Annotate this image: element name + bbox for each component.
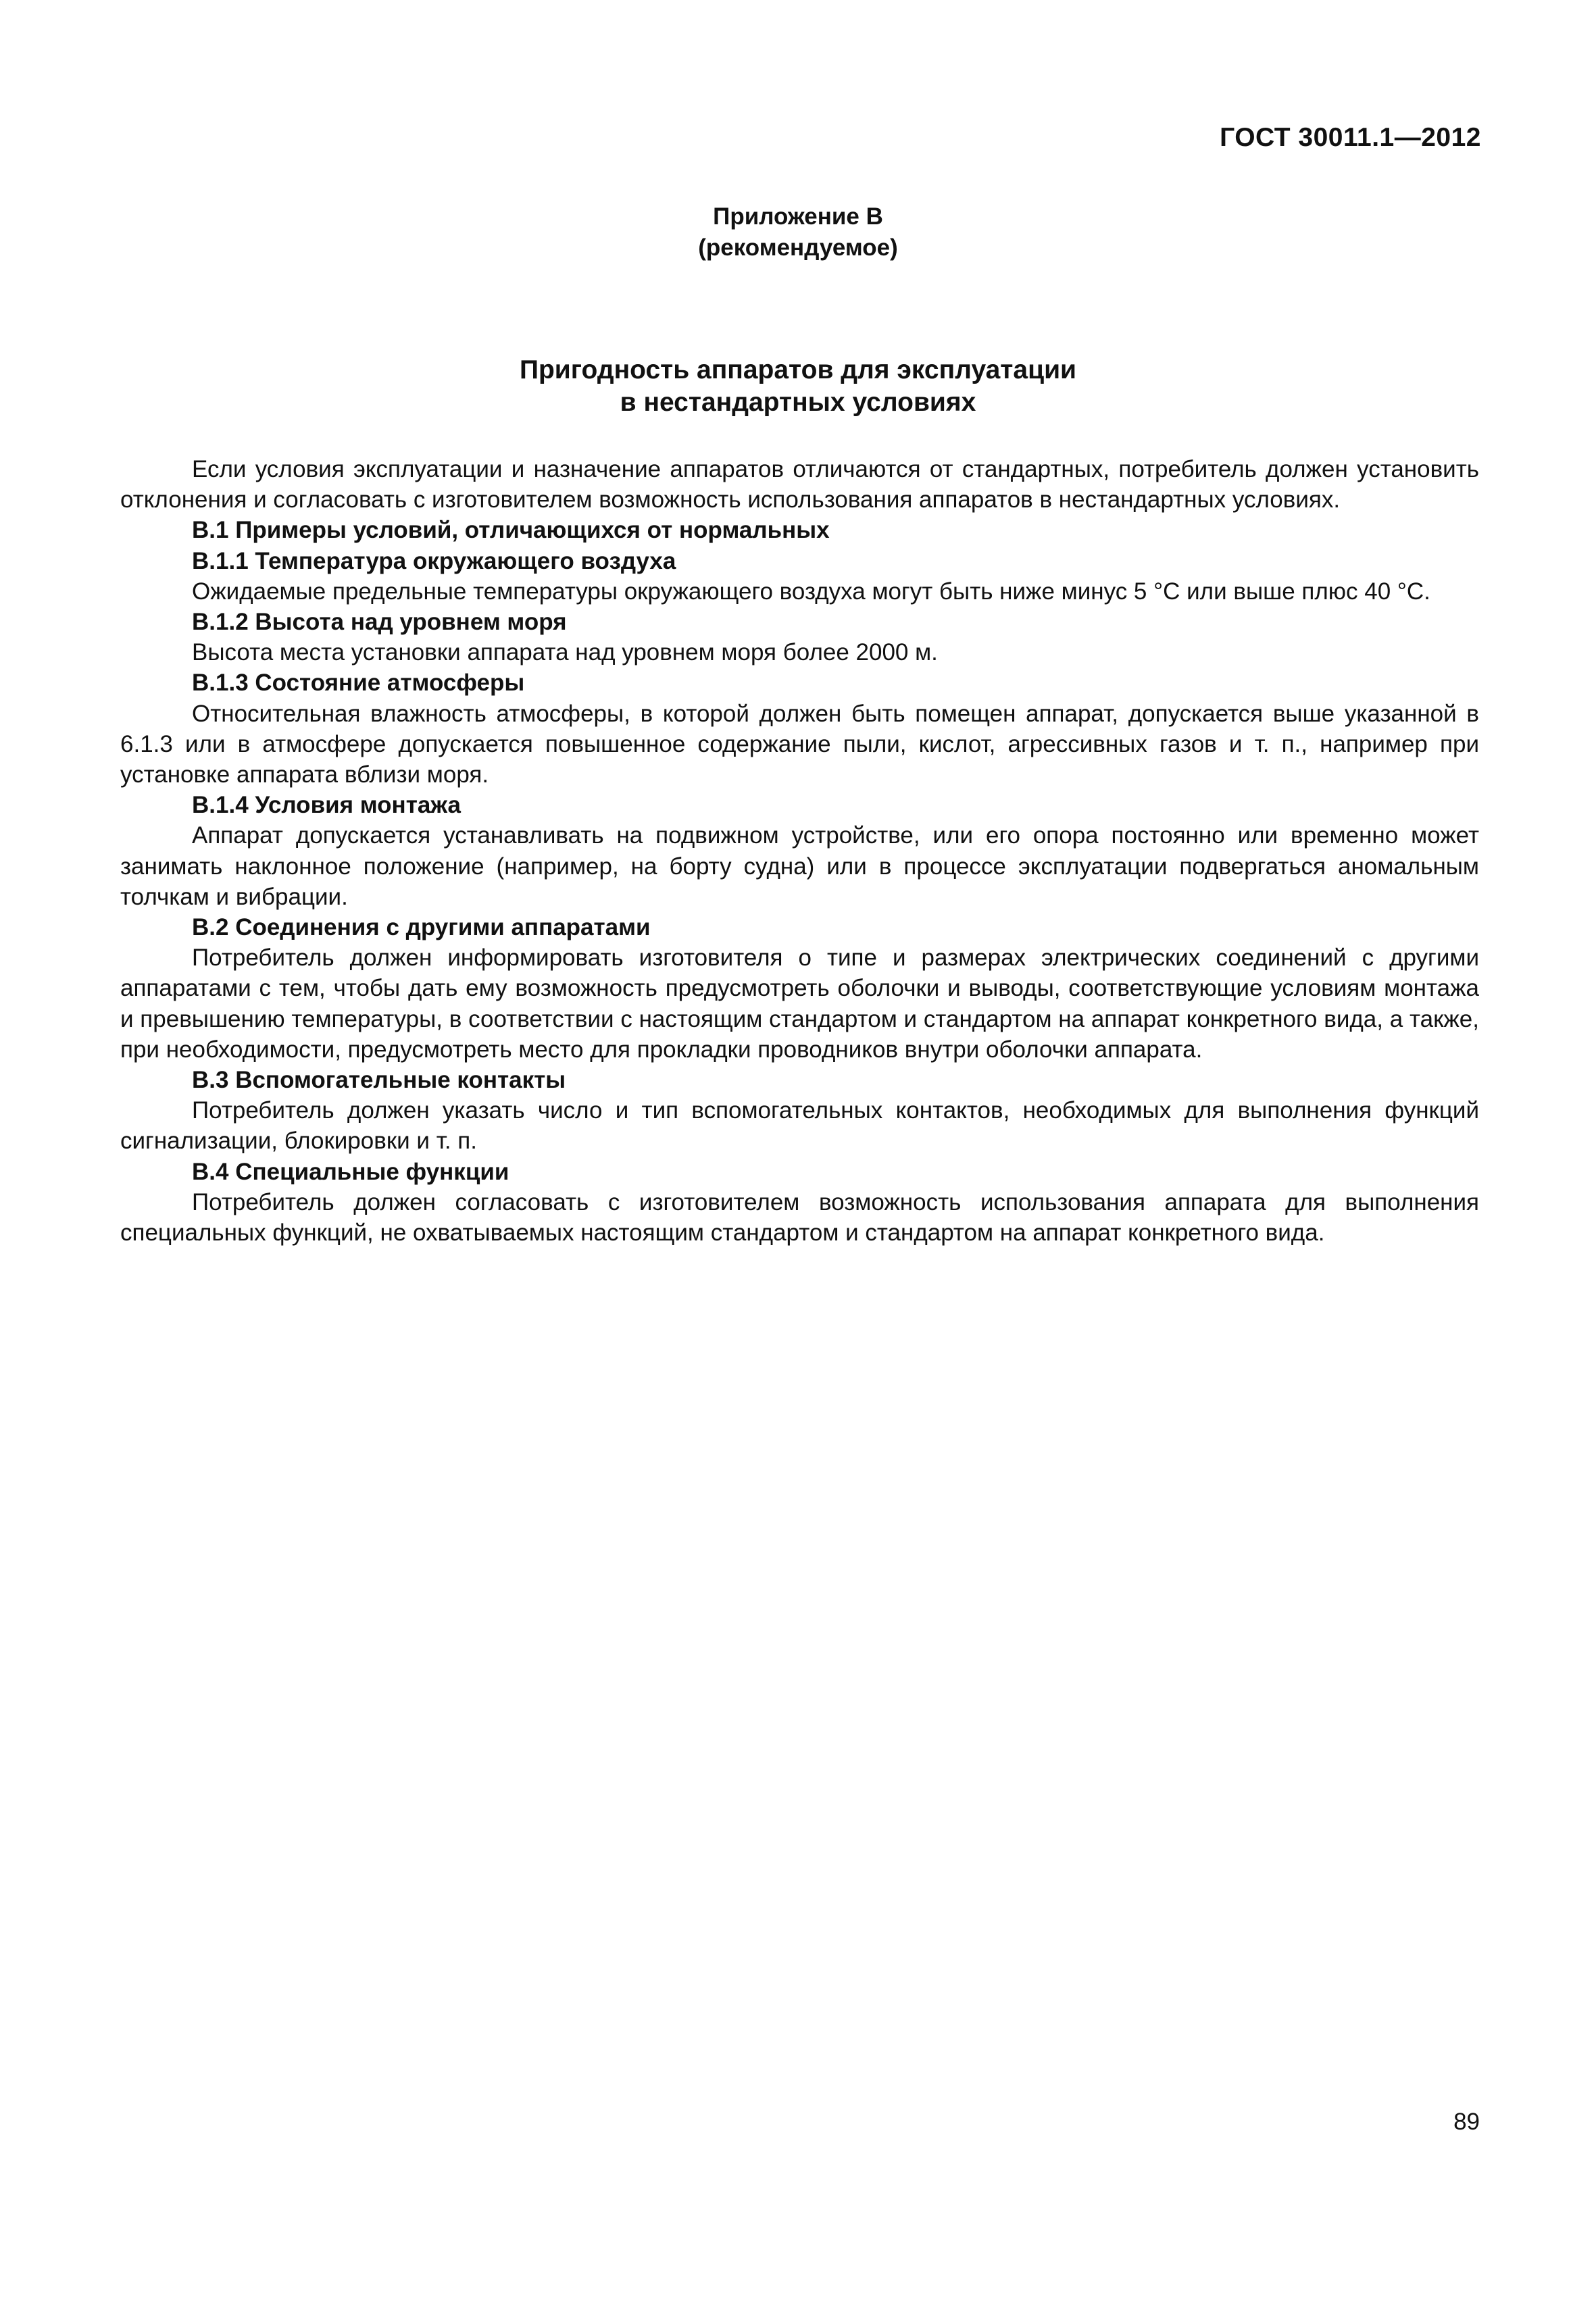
- annex-title-line-1: Пригодность аппаратов для эксплуатации: [519, 355, 1077, 384]
- annex-status: (рекомендуемое): [698, 234, 898, 261]
- paragraph-b13: Относительная влажность атмосферы, в которой должен быть помещен аппарат, допускается выше указанной в 6.1.3 или в атмосфере допускается повышенное содержание пыли, кислот, агрессивных газов и т. п., например при установке аппарата вблизи моря.: [120, 700, 1479, 788]
- section-heading-b13: В.1.3 Состояние атмосферы: [192, 670, 525, 697]
- annex-label: Приложение В: [713, 203, 883, 230]
- section-heading-b1: В.1 Примеры условий, отличающихся от нормальных: [192, 517, 830, 544]
- annex-heading: [0, 201, 1596, 263]
- paragraph-b14: Аппарат допускается устанавливать на подвижном устройстве, или его опора постоянно или временно может занимать наклонное положение (например, на борту судна) или в процессе эксплуатации подвергаться аномальным толчкам и вибрации.: [120, 822, 1479, 910]
- section-heading-b4: В.4 Специальные функции: [192, 1158, 509, 1185]
- standard-designation: ГОСТ 30011.1—2012: [1220, 123, 1481, 152]
- paragraph-b12: Высота места установки аппарата над уровнем моря более 2000 м.: [192, 639, 938, 666]
- intro-paragraph: Если условия эксплуатации и назначение аппаратов отличаются от стандартных, потребитель должен установить отклонения и согласовать с изготовителем возможность использования аппаратов в нестандартных условиях.: [120, 456, 1479, 513]
- paragraph-b2: Потребитель должен информировать изготовителя о типе и размерах электрических соединений с другими аппаратами с тем, чтобы дать ему возможность предусмотреть оболочки и выводы, соответствующие условиям монтажа и превышению температуры, в соответствии с настоящим стандартом и стандартом на аппарат конкретного вида, а также, при необходимости, предусмотреть место для прокладки проводников внутри оболочки аппарата.: [120, 945, 1479, 1063]
- paragraph-b11: Ожидаемые предельные температуры окружающего воздуха могут быть ниже минус 5 °С или выше плюс 40 °С.: [192, 578, 1430, 605]
- paragraph-b4: Потребитель должен согласовать с изготовителем возможность использования аппарата для выполнения специальных функций, не охватываемых настоящим стандартом и стандартом на аппарат конкретного вида.: [120, 1188, 1479, 1247]
- section-heading-b11: В.1.1 Температура окружающего воздуха: [192, 547, 676, 574]
- document-body: [120, 454, 1479, 1248]
- section-heading-b12: В.1.2 Высота над уровнем моря: [192, 609, 567, 636]
- page-number: 89: [1453, 2109, 1480, 2135]
- paragraph-b3: Потребитель должен указать число и тип вспомогательных контактов, необходимых для выполнения функций сигнализации, блокировки и т. п.: [120, 1097, 1479, 1155]
- section-heading-b2: В.2 Соединения с другими аппаратами: [192, 914, 651, 941]
- section-heading-b14: В.1.4 Условия монтажа: [192, 792, 462, 819]
- annex-title: [0, 354, 1596, 419]
- annex-title-line-2: в нестандартных условиях: [620, 388, 976, 417]
- section-heading-b3: В.3 Вспомогательные контакты: [192, 1067, 566, 1094]
